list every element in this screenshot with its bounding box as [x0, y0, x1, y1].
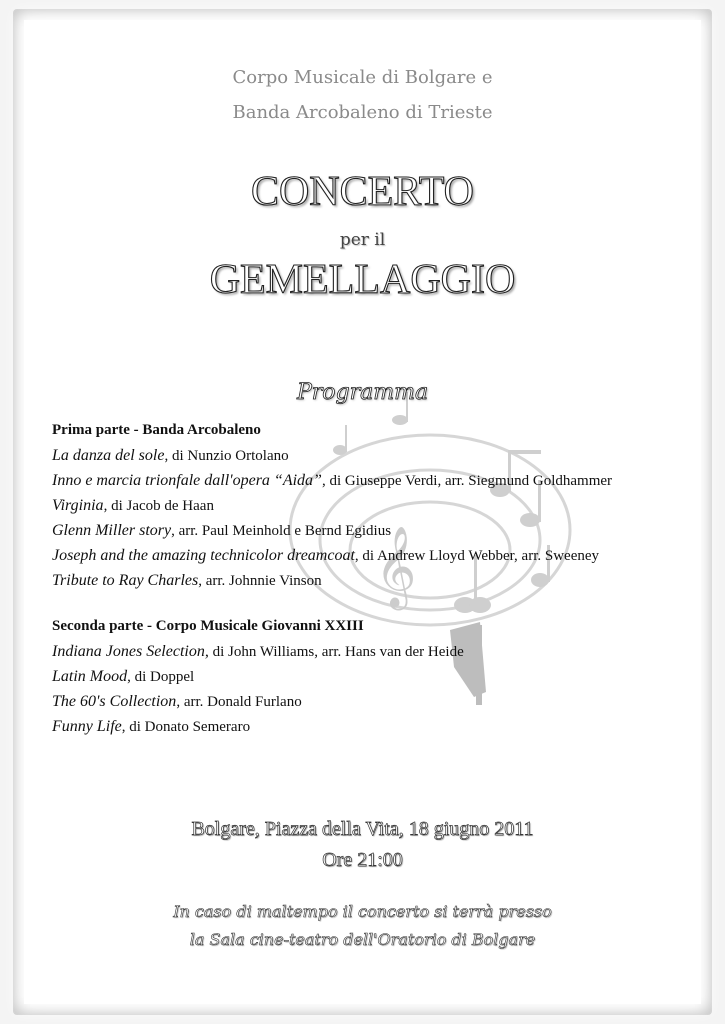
piece-row	[52, 493, 712, 518]
piece-row	[52, 689, 712, 714]
piece-title: Inno e marcia trionfale dall'opera “Aida”	[52, 472, 322, 489]
part-heading: Prima parte - Banda Arcobaleno	[52, 422, 261, 438]
piece-row	[52, 468, 712, 493]
title-connector: per il	[339, 230, 386, 250]
piece-credit: di John Williams, arr. Hans van der Heide	[208, 644, 464, 660]
piece-title: Funny Life	[52, 718, 122, 735]
piece-title: Joseph and the amazing technicolor dreamcoat	[52, 547, 355, 564]
piece-row	[52, 714, 712, 739]
piece-title: La danza del sole	[52, 447, 165, 464]
program-part-2	[52, 614, 712, 739]
piece-row	[52, 568, 712, 593]
piece-title: Indiana Jones Selection,	[52, 643, 209, 660]
piece-row	[52, 443, 712, 468]
piece-row	[52, 639, 712, 664]
piece-title: Latin Mood	[52, 668, 128, 685]
weather-note-line-2: la Sala cine-teatro dell'Oratorio di Bolgare	[189, 930, 536, 949]
svg-text:𝄞: 𝄞	[375, 525, 417, 607]
piece-title: Tribute to Ray Charles	[52, 572, 199, 589]
piece-credit: , arr. Paul Meinhold e Bernd Egidius	[171, 523, 392, 539]
event-time: Ore 21:00	[322, 849, 403, 871]
title-gemellaggio: GEMELLAGGIO	[209, 257, 516, 303]
piece-credit: , arr. Donald Furlano	[176, 694, 302, 710]
weather-note-line-1: In caso di maltempo il concerto si terrà presso	[173, 902, 552, 921]
header-line-1: Corpo Musicale di Bolgare e	[232, 67, 493, 88]
piece-title: The 60's Collection	[52, 693, 177, 710]
piece-credit: , di Nunzio Ortolano	[164, 448, 289, 464]
piece-row	[52, 518, 712, 543]
header-line-2: Banda Arcobaleno di Trieste	[232, 102, 493, 123]
piece-row	[52, 664, 712, 689]
programma-heading: Programma	[296, 380, 429, 405]
title-concerto: CONCERTO	[250, 169, 475, 215]
piece-credit: , di Jacob de Haan	[103, 498, 214, 514]
piece-row	[52, 543, 712, 568]
piece-credit: , di Giuseppe Verdi, arr. Siegmund Goldhammer	[321, 473, 613, 489]
event-location-date: Bolgare, Piazza della Vita, 18 giugno 2011	[191, 818, 534, 840]
program-part-1	[52, 418, 712, 593]
piece-title: Glenn Miller story	[52, 522, 172, 539]
piece-credit: , di Andrew Lloyd Webber, arr. Sweeney	[354, 548, 600, 564]
piece-credit: , di Doppel	[127, 669, 195, 685]
part-heading: Seconda parte - Corpo Musicale Giovanni XXIII	[52, 618, 364, 634]
piece-credit: , arr. Johnnie Vinson	[198, 573, 322, 589]
piece-credit: , di Donato Semeraro	[121, 719, 251, 735]
piece-title: Virginia	[52, 497, 104, 514]
